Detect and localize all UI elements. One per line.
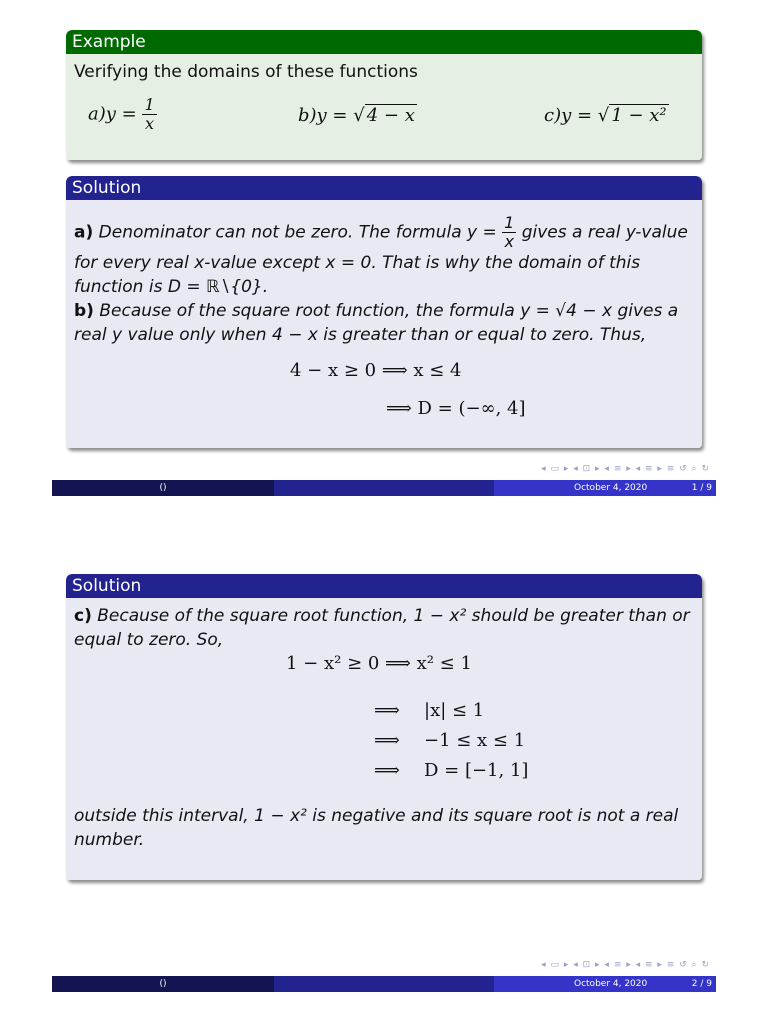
part-a-text-2: gives a real y-value for every real x-value except x = 0. That is why the domain of this function is D = ℝ∖{0}. [74,222,688,297]
beamer-navigation-icons[interactable]: ◂ ▭ ▸ ◂ ⊡ ▸ ◂ ≡ ▸ ◂ ≡ ▸ ≡ ↺ ⌕ ↻ [541,464,710,474]
equation-steps [374,696,694,786]
part-a-fraction [502,214,516,251]
footer-left: () [52,480,274,496]
step-1-arrow: ⟹ [374,700,400,721]
footer-middle [274,480,494,496]
step-1-expr: |x| ≤ 1 [424,700,485,721]
example-intro: Verifying the domains of these functions [74,62,418,82]
example-c-label: c)y = √ [544,105,610,126]
slide-2 [52,518,716,998]
example-b-label: b)y = √ [298,105,365,126]
solution-block-2 [66,574,702,880]
step-2-expr: −1 ≤ x ≤ 1 [424,730,526,751]
footer-right [494,976,716,992]
part-a-paragraph [74,214,694,299]
equation-step-3 [374,756,694,786]
footer-date: October 4, 2020 [574,979,648,989]
part-a-denominator: x [504,232,514,251]
example-a-label: a)y = [88,103,143,125]
footer-bar-1 [52,480,716,496]
part-b-paragraph [74,299,694,347]
equation-main: 1 − x² ≥ 0 ⟹ x² ≤ 1 [286,653,472,674]
part-a-label: a) [74,222,94,243]
footer-page-number: 1 / 9 [691,483,712,493]
example-block [66,30,702,160]
equation-2: ⟹ D = (−∞, 4] [386,398,526,419]
equation-step-1 [374,696,694,726]
part-a-numerator: 1 [504,213,515,232]
solution-block-2-body [66,598,702,880]
step-3-expr: D = [−1, 1] [424,760,529,781]
footer-middle [274,976,494,992]
example-a-denominator: x [145,114,155,133]
example-c-radicand: 1 − x² [611,105,667,126]
closing-paragraph: outside this interval, 1 − x² is negative and its square root is not a real number. [74,806,679,850]
footer-left: () [52,976,274,992]
part-a-text-1: Denominator can not be zero. The formula y = [93,222,503,243]
solution-block-2-title: Solution [66,574,702,598]
part-b-text: Because of the square root function, the formula y = √4 − x gives a real y value only when 4 − x is greater than or equal to zero. Thus, [74,301,679,345]
solution-block-1-body [66,200,702,448]
example-b-radicand: 4 − x [366,105,415,126]
step-2-arrow: ⟹ [374,730,400,751]
example-block-body [66,54,702,160]
equation-1: 4 − x ≥ 0 ⟹ x ≤ 4 [290,360,462,381]
part-c-label: c) [74,606,92,626]
slide-1 [52,22,716,500]
footer-date: October 4, 2020 [574,483,648,493]
solution-block-1-title: Solution [66,176,702,200]
part-b-label: b) [74,301,94,321]
example-functions-row [74,90,694,142]
example-c [544,104,669,128]
footer-right [494,480,716,496]
footer-bar-2 [52,976,716,992]
example-a-fraction [142,96,156,133]
part-c-paragraph [74,604,694,652]
example-b [298,104,417,128]
example-a [88,96,157,133]
part-c-text: Because of the square root function, 1 − x² should be greater than or equal to zero. So, [74,606,690,650]
example-a-numerator: 1 [144,95,155,114]
solution-block-1 [66,176,702,448]
equation-step-2 [374,726,694,756]
footer-page-number: 2 / 9 [691,979,712,989]
beamer-navigation-icons[interactable]: ◂ ▭ ▸ ◂ ⊡ ▸ ◂ ≡ ▸ ◂ ≡ ▸ ≡ ↺ ⌕ ↻ [541,960,710,970]
example-block-title: Example [66,30,702,54]
step-3-arrow: ⟹ [374,760,400,781]
